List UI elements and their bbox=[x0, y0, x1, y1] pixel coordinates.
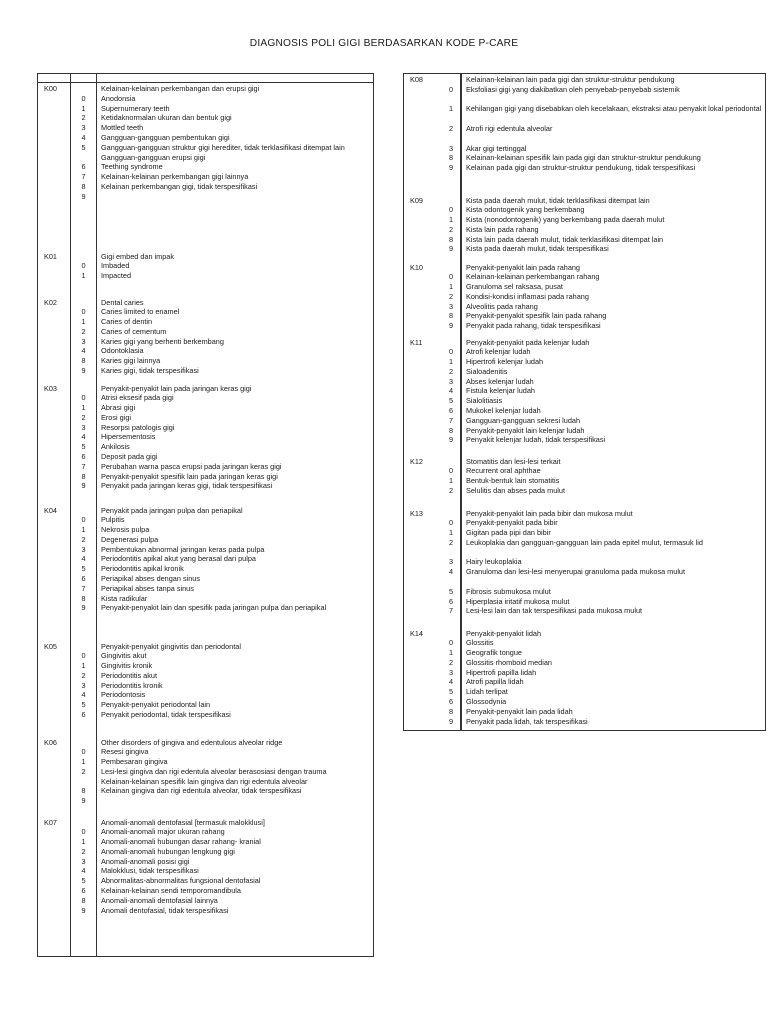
diagnosis-group-name: Penyakit-penyakit lain pada jaringan keras gigi bbox=[101, 383, 252, 393]
subcode-number: 1 bbox=[81, 661, 86, 671]
diagnosis-code: K05 bbox=[38, 641, 71, 737]
diagnosis-item: 9 Kista pada daerah mulut, tidak terspesifikasi bbox=[466, 244, 762, 254]
subcode-number: 5 bbox=[81, 442, 86, 452]
diagnosis-description: Penyakit pada rahang, tidak terspesifikasi bbox=[466, 321, 601, 331]
subcode-number: 8 bbox=[81, 181, 86, 191]
diagnosis-description: Resesi gingiva bbox=[101, 747, 149, 757]
diagnosis-description: Kelainan gingiva dan rigi edentula alveolar, tidak terspesifikasi bbox=[101, 786, 302, 796]
diagnosis-description: Kelainan-kelainan spesifik lain pada gigi dan struktur-struktur pendukung bbox=[466, 153, 701, 163]
diagnosis-description: Caries of cementum bbox=[101, 326, 167, 336]
diagnosis-description: Degenerasi pulpa bbox=[101, 534, 159, 544]
diagnosis-item: 6 Glossodynia bbox=[466, 697, 762, 707]
diagnosis-group-name: Penyakit-penyakit lain pada bibir dan mukosa mulut bbox=[466, 508, 633, 518]
diagnosis-description: Hipertrofi papilla lidah bbox=[466, 667, 537, 677]
diagnosis-description: Gangguan-gangguan sekresi ludah bbox=[466, 415, 580, 425]
diagnosis-description: Penyakit pada lidah, tak terspesifikasi bbox=[466, 716, 588, 726]
diagnosis-description: Eksfoliasi gigi yang diakibatkan oleh penyebab-penyebab sistemik bbox=[466, 84, 680, 94]
diagnosis-group-name: Stomatitis dan lesi-lesi terkait bbox=[466, 456, 561, 466]
description-column bbox=[97, 505, 374, 641]
diagnosis-item: 2 Kista lain pada rahang bbox=[466, 225, 762, 235]
subcode-number: 4 bbox=[81, 132, 86, 142]
subcode-number: 4 bbox=[81, 432, 86, 442]
diagnosis-item: 0 Penyakit-penyakit pada bibir bbox=[466, 518, 762, 528]
subcode-column bbox=[71, 817, 97, 957]
diagnosis-item: 8 Kista lain pada daerah mulut, tidak terklasifikasi ditempat lain bbox=[466, 235, 762, 245]
left-table-body bbox=[38, 74, 374, 957]
diagnosis-code: K14 bbox=[404, 628, 461, 731]
diagnosis-group-row bbox=[38, 383, 374, 505]
diagnosis-item: 9 Penyakit pada rahang, tidak terspesifikasi bbox=[466, 321, 762, 331]
subcode-number: 2 bbox=[81, 412, 86, 422]
page-title: DIAGNOSIS POLI GIGI BERDASARKAN KODE P-CARE bbox=[249, 38, 519, 49]
diagnosis-description: Hipertrofi kelenjar ludah bbox=[466, 357, 544, 367]
diagnosis-description: Penyakit-penyakit spesifik lain pada rahang bbox=[466, 311, 607, 321]
diagnosis-description: Periodontitis akut bbox=[101, 670, 157, 680]
diagnosis-description: Resorpsi patologis gigi bbox=[101, 422, 175, 432]
subcode-number: 9 bbox=[81, 603, 86, 613]
diagnosis-code: K08 bbox=[404, 74, 461, 195]
diagnosis-description: Ketidaknormalan ukuran dan bentuk gigi bbox=[101, 113, 232, 123]
subcode-number: 3 bbox=[81, 856, 86, 866]
diagnosis-description: Gingivitis kronik bbox=[101, 661, 153, 671]
diagnosis-description: Periodontitis apikal akut yang berasal dari pulpa bbox=[101, 554, 256, 564]
diagnosis-description: Deposit pada gigi bbox=[101, 452, 158, 462]
description-column bbox=[97, 297, 374, 383]
diagnosis-description: Akar gigi tertinggal bbox=[466, 143, 527, 153]
diagnosis-description: Anomali dentofasial, tidak terspesifikasi bbox=[101, 905, 229, 915]
diagnosis-description: Lesi-lesi gingiva dan rigi edentula alveolar berasosiasi dengan trauma bbox=[101, 766, 327, 776]
diagnosis-group-row bbox=[404, 262, 766, 337]
diagnosis-item: 2 Kondisi-kondisi inflamasi pada rahang bbox=[466, 292, 762, 302]
subcode-number: 3 bbox=[81, 422, 86, 432]
diagnosis-group-name: Penyakit pada jaringan pulpa dan periapikal bbox=[101, 505, 243, 515]
diagnosis-item: 9 Kelainan pada gigi dan struktur-struktur pendukung, tidak terspesifikasi bbox=[466, 163, 762, 183]
diagnosis-description: Anomali-anomali posisi gigi bbox=[101, 856, 190, 866]
subcode-number: 2 bbox=[81, 670, 86, 680]
diagnosis-group-name: Dental caries bbox=[101, 297, 144, 307]
subcode-spacer bbox=[71, 84, 96, 94]
diagnosis-description: Mukokel kelenjar ludah bbox=[466, 406, 541, 416]
description-column bbox=[449, 508, 766, 628]
diagnosis-group-row bbox=[404, 195, 766, 262]
diagnosis-group-row bbox=[404, 456, 766, 508]
subcode-column bbox=[71, 83, 97, 251]
diagnosis-description: Karies gigi yang berhenti berkembang bbox=[101, 336, 224, 346]
diagnosis-description: Kelainan pada gigi dan struktur-struktur pendukung, tidak terspesifikasi bbox=[466, 163, 696, 173]
subcode-number: 6 bbox=[81, 452, 86, 462]
diagnosis-group-name: Penyakit-penyakit pada kelenjar ludah bbox=[466, 337, 590, 347]
description-column bbox=[97, 383, 374, 505]
diagnosis-group-row bbox=[404, 74, 766, 195]
diagnosis-description: Supernumerary teeth bbox=[101, 103, 170, 113]
subcode-number: 0 bbox=[81, 93, 86, 103]
diagnosis-description: Abrasi gigi bbox=[101, 403, 136, 413]
diagnosis-description: Hairy leukoplakia bbox=[466, 557, 522, 567]
diagnosis-group-row bbox=[404, 628, 766, 731]
subcode-column bbox=[71, 383, 97, 505]
subcode-number: 1 bbox=[81, 837, 86, 847]
diagnosis-description: Fibrosis submukosa mulut bbox=[466, 586, 551, 596]
subcode-number: 0 bbox=[81, 307, 86, 317]
diagnosis-item: 0 Recurrent oral aphthae bbox=[466, 466, 762, 476]
diagnosis-description: Atrofi kelenjar ludah bbox=[466, 347, 531, 357]
diagnosis-description: Ankilosis bbox=[101, 442, 130, 452]
diagnosis-group-row bbox=[38, 817, 374, 957]
diagnosis-description: Atrofi rigi edentula alveolar bbox=[466, 123, 553, 133]
diagnosis-description: Periodontosis bbox=[101, 690, 146, 700]
diagnosis-item: 8 Kelainan-kelainan spesifik lain pada gigi dan struktur-struktur pendukung bbox=[466, 153, 762, 163]
diagnosis-item: 8 Penyakit-penyakit lain pada lidah bbox=[466, 707, 762, 717]
diagnosis-group-name: Kelainan-kelainan perkembangan dan erupsi gigi bbox=[101, 84, 260, 93]
diagnosis-group-row bbox=[404, 508, 766, 628]
diagnosis-description: Kista pada daerah mulut, tidak terspesifikasi bbox=[466, 244, 609, 254]
diagnosis-group-name: Kista pada daerah mulut, tidak terklasifikasi ditempat lain bbox=[466, 195, 650, 205]
left-diagnosis-table bbox=[37, 73, 374, 957]
description-column bbox=[97, 641, 374, 737]
diagnosis-item: 4 Granuloma dan lesi-lesi menyerupai granuloma pada mukosa mulut bbox=[466, 567, 762, 587]
subcode-spacer bbox=[71, 506, 96, 516]
diagnosis-item: 2 Selulitis dan abses pada mulut bbox=[466, 486, 762, 496]
subcode-number: 9 bbox=[81, 366, 86, 376]
diagnosis-description: Sialoadenitis bbox=[466, 366, 508, 376]
diagnosis-code: K04 bbox=[38, 505, 71, 641]
diagnosis-item: 5 Sialolitiasis bbox=[466, 396, 762, 406]
diagnosis-description: Gangguan-gangguan pembentukan gigi bbox=[101, 132, 230, 142]
subcode-spacer bbox=[71, 252, 96, 262]
diagnosis-description: Teething syndrome bbox=[101, 162, 163, 172]
diagnosis-description: Pembesaran gingiva bbox=[101, 757, 168, 767]
description-column bbox=[97, 817, 374, 957]
diagnosis-description: Glossitis rhomboid median bbox=[466, 657, 552, 667]
subcode-number: 2 bbox=[81, 766, 86, 776]
subcode-number: 3 bbox=[81, 123, 86, 133]
diagnosis-description: Penyakit pada jaringan keras gigi, tidak terspesifikasi bbox=[101, 481, 273, 491]
subcode-number: 4 bbox=[81, 346, 86, 356]
subcode-number: 1 bbox=[81, 757, 86, 767]
diagnosis-group-row bbox=[38, 505, 374, 641]
description-column bbox=[449, 195, 766, 262]
diagnosis-item: 3 Hipertrofi papilla lidah bbox=[466, 668, 762, 678]
diagnosis-code: K03 bbox=[38, 383, 71, 505]
diagnosis-description: Mottled teeth bbox=[101, 123, 144, 133]
diagnosis-description: Periodontitis kronik bbox=[101, 680, 163, 690]
diagnosis-description: Hipersementosis bbox=[101, 432, 156, 442]
diagnosis-description: Atrofi papilla lidah bbox=[466, 677, 524, 687]
subcode-number: 1 bbox=[81, 317, 86, 327]
diagnosis-description: Selulitis dan abses pada mulut bbox=[466, 485, 565, 495]
diagnosis-item: 5 Fibrosis submukosa mulut bbox=[466, 587, 762, 597]
subcode-spacer bbox=[71, 818, 96, 828]
subcode-number: 0 bbox=[81, 651, 86, 661]
subcode-spacer bbox=[71, 298, 96, 308]
diagnosis-description: Kista odontogenik yang berkembang bbox=[466, 205, 585, 215]
diagnosis-code: K11 bbox=[404, 337, 461, 456]
diagnosis-description: Caries limited to enamel bbox=[101, 307, 180, 317]
subcode-number: 9 bbox=[81, 905, 86, 915]
diagnosis-description: Penyakit-penyakit spesifik lain pada jaringan keras gigi bbox=[101, 471, 278, 481]
subcode-number: 2 bbox=[81, 113, 86, 123]
subcode-number: 7 bbox=[81, 583, 86, 593]
diagnosis-code: K01 bbox=[38, 251, 71, 297]
subcode-number: 4 bbox=[81, 690, 86, 700]
diagnosis-item: 2 Glossitis rhomboid median bbox=[466, 658, 762, 668]
diagnosis-description: Abses kelenjar ludah bbox=[466, 376, 534, 386]
diagnosis-description: Penyakit-penyakit periodontal lain bbox=[101, 700, 211, 710]
diagnosis-item: 3 Hairy leukoplakia bbox=[466, 557, 762, 567]
diagnosis-item: 4 Atrofi papilla lidah bbox=[466, 677, 762, 687]
diagnosis-item: 7 Gangguan-gangguan sekresi ludah bbox=[466, 416, 762, 426]
description-column bbox=[449, 262, 766, 337]
subcode-number: 6 bbox=[81, 886, 86, 896]
subcode-number: 3 bbox=[81, 544, 86, 554]
description-column bbox=[449, 456, 766, 508]
diagnosis-description: Kondisi-kondisi inflamasi pada rahang bbox=[466, 291, 589, 301]
subcode-column bbox=[71, 297, 97, 383]
diagnosis-description: Granuloma dan lesi-lesi menyerupai granuloma pada mukosa mulut bbox=[466, 567, 686, 577]
diagnosis-item: 0 Kista odontogenik yang berkembang bbox=[466, 205, 762, 215]
subcode-number: 6 bbox=[81, 162, 86, 172]
subcode-number: 8 bbox=[81, 786, 86, 796]
diagnosis-description: Caries of dentin bbox=[101, 317, 153, 327]
diagnosis-group-name: Penyakit-penyakit gingivitis dan periodontal bbox=[101, 641, 241, 651]
diagnosis-description: Bentuk-bentuk lain stomatitis bbox=[466, 476, 560, 486]
diagnosis-description: Anomali-anomali hubungan lengkung gigi bbox=[101, 846, 235, 856]
diagnosis-item: 1 Bentuk-bentuk lain stomatitis bbox=[466, 476, 762, 486]
diagnosis-item: 3 Abses kelenjar ludah bbox=[466, 377, 762, 387]
diagnosis-group-name: Gigi embed dan impak bbox=[101, 251, 175, 261]
subcode-spacer bbox=[71, 738, 96, 748]
diagnosis-description: Atrisi eksesif pada gigi bbox=[101, 393, 174, 403]
subcode-spacer bbox=[71, 384, 96, 394]
diagnosis-description: Odontoklasia bbox=[101, 346, 144, 356]
diagnosis-description: Kelainan perkembangan gigi, tidak terspesifikasi bbox=[101, 181, 258, 191]
subcode-number: 8 bbox=[81, 895, 86, 905]
diagnosis-description: Nekrosis pulpa bbox=[101, 525, 150, 535]
diagnosis-code: K12 bbox=[404, 456, 461, 508]
diagnosis-item: 1 Kista (nonodontogenik) yang berkembang pada daerah mulut bbox=[466, 215, 762, 225]
description-column bbox=[449, 628, 766, 731]
diagnosis-description: Gangguan-gangguan struktur gigi herediter, tidak terklasifikasi ditempat lain bbox=[101, 142, 345, 152]
diagnosis-description: Erosi gigi bbox=[101, 412, 132, 422]
subcode-number: 8 bbox=[81, 593, 86, 603]
subcode-spacer bbox=[71, 642, 96, 652]
subcode-number: 0 bbox=[81, 515, 86, 525]
diagnosis-item: 8 Penyakit-penyakit spesifik lain pada rahang bbox=[466, 311, 762, 321]
subcode-column bbox=[71, 737, 97, 817]
diagnosis-description: Penyakit-penyakit lain dan spesifik pada jaringan pulpa dan periapikal bbox=[101, 603, 327, 613]
diagnosis-description: Kehilangan gigi yang disebabkan oleh kecelakaan, ekstraksi atau penyakit lokal periodontal bbox=[466, 104, 762, 114]
diagnosis-code: K00 bbox=[38, 83, 71, 251]
subcode-number: 1 bbox=[81, 403, 86, 413]
subcode-column bbox=[71, 251, 97, 297]
diagnosis-code: K10 bbox=[404, 262, 461, 337]
diagnosis-description: Fistula kelenjar ludah bbox=[466, 386, 535, 396]
diagnosis-group-name: Penyakit-penyakit lain pada rahang bbox=[466, 262, 580, 272]
diagnosis-description: Kista lain pada rahang bbox=[466, 224, 539, 234]
subcode-number: 5 bbox=[81, 700, 86, 710]
diagnosis-item: 0 Glossitis bbox=[466, 638, 762, 648]
diagnosis-description: Kelainan-kelainan sendi temporomandibula bbox=[101, 886, 241, 896]
diagnosis-description: Gingivitis akut bbox=[101, 651, 147, 661]
diagnosis-item: 1 Granuloma sel raksasa, pusat bbox=[466, 282, 762, 292]
subcode-number: 2 bbox=[81, 534, 86, 544]
subcode-number: 7 bbox=[81, 461, 86, 471]
diagnosis-group-name: Other disorders of gingiva and edentulous alveolar ridge bbox=[101, 737, 283, 747]
diagnosis-description: Kista (nonodontogenik) yang berkembang pada daerah mulut bbox=[466, 215, 665, 225]
diagnosis-description: Karies gigi lainnya bbox=[101, 356, 161, 366]
diagnosis-code: K02 bbox=[38, 297, 71, 383]
diagnosis-description: Lidah terlipat bbox=[466, 687, 508, 697]
diagnosis-description: Penyakit kelenjar ludah, tidak terspesifikasi bbox=[466, 435, 606, 445]
subcode-number: 1 bbox=[81, 103, 86, 113]
diagnosis-item: 2 Atrofi rigi edentula alveolar bbox=[466, 124, 762, 144]
table-header-cell bbox=[38, 74, 71, 83]
diagnosis-group-row bbox=[38, 737, 374, 817]
diagnosis-description: Perubahan warna pasca erupsi pada jaringan keras gigi bbox=[101, 461, 282, 471]
subcode-number: 6 bbox=[81, 710, 86, 720]
diagnosis-item: 6 Hiperplasia iritatif mukosa mulut bbox=[466, 597, 762, 607]
diagnosis-description: Pulpitis bbox=[101, 515, 125, 525]
diagnosis-description: Penyakit-penyakit lain pada lidah bbox=[466, 706, 573, 716]
diagnosis-description: Karies gigi, tidak terspesifikasi bbox=[101, 366, 199, 376]
subcode-number: 7 bbox=[81, 172, 86, 182]
diagnosis-item: 8 Penyakit-penyakit lain kelenjar ludah bbox=[466, 426, 762, 436]
subcode-number: 0 bbox=[81, 393, 86, 403]
subcode-number: 4 bbox=[81, 554, 86, 564]
diagnosis-description: Kista radikular bbox=[101, 593, 148, 603]
diagnosis-description: Sialolitiasis bbox=[466, 396, 503, 406]
right-diagnosis-table bbox=[403, 73, 766, 731]
diagnosis-description: Penyakit-penyakit lain kelenjar ludah bbox=[466, 425, 585, 435]
diagnosis-group-row bbox=[38, 83, 374, 251]
diagnosis-item: 3 Akar gigi tertinggal bbox=[466, 144, 762, 154]
diagnosis-description: Kelainan-kelainan spesifik lain gingiva dan rigi edentula alveolar bbox=[101, 776, 308, 786]
diagnosis-code: K06 bbox=[38, 737, 71, 817]
diagnosis-item: 4 Fistula kelenjar ludah bbox=[466, 386, 762, 396]
diagnosis-description: Malokklusi, tidak terspesifikasi bbox=[101, 866, 199, 876]
diagnosis-item: 7 Lesi-lesi lain dan tak terspesifikasi pada mukosa mulut bbox=[466, 606, 762, 616]
diagnosis-description: Geografik tongue bbox=[466, 648, 522, 658]
diagnosis-item: 1 Hipertrofi kelenjar ludah bbox=[466, 357, 762, 367]
diagnosis-item: 9 Penyakit kelenjar ludah, tidak terspesifikasi bbox=[466, 435, 762, 445]
diagnosis-item: 1 Gigitan pada pipi dan bibir bbox=[466, 528, 762, 538]
diagnosis-description: Granuloma sel raksasa, pusat bbox=[466, 282, 563, 292]
diagnosis-description: Kelainan-kelainan perkembangan gigi lainnya bbox=[101, 172, 249, 182]
subcode-number: 2 bbox=[81, 326, 86, 336]
subcode-number: 3 bbox=[81, 336, 86, 346]
diagnosis-description: Penyakit-penyakit pada bibir bbox=[466, 518, 558, 528]
subcode-number: 0 bbox=[81, 747, 86, 757]
diagnosis-description: Kelainan-kelainan perkembangan rahang bbox=[466, 272, 600, 282]
subcode-number: 5 bbox=[81, 876, 86, 886]
diagnosis-description: Anomali-anomali dentofasial lainnya bbox=[101, 895, 218, 905]
subcode-number: 5 bbox=[81, 142, 86, 152]
diagnosis-item: 0 Kelainan-kelainan perkembangan rahang bbox=[466, 272, 762, 282]
subcode-number: 2 bbox=[81, 846, 86, 856]
diagnosis-description: Kista lain pada daerah mulut, tidak terklasifikasi ditempat lain bbox=[466, 234, 664, 244]
diagnosis-description: Leukoplakia dan gangguan-gangguan lain pada epitel mulut, termasuk lid bbox=[466, 537, 703, 547]
diagnosis-description: Hiperplasia iritatif mukosa mulut bbox=[466, 596, 570, 606]
description-column bbox=[449, 337, 766, 456]
table-header-row bbox=[38, 74, 374, 83]
diagnosis-description: Lesi-lesi lain dan tak terspesifikasi pada mukosa mulut bbox=[466, 606, 643, 616]
subcode-number: 3 bbox=[81, 680, 86, 690]
description-column bbox=[97, 83, 374, 251]
diagnosis-code: K09 bbox=[404, 195, 461, 262]
diagnosis-description: Gigitan pada pipi dan bibir bbox=[466, 528, 551, 538]
diagnosis-description: Pembentukan abnormal jaringan keras pada pulpa bbox=[101, 544, 265, 554]
subcode-number: 4 bbox=[81, 866, 86, 876]
diagnosis-item: 6 Mukokel kelenjar ludah bbox=[466, 406, 762, 416]
diagnosis-item: 3 Alveolitis pada rahang bbox=[466, 302, 762, 312]
subcode-number: 1 bbox=[81, 271, 86, 281]
diagnosis-group-name: Kelainan-kelainan lain pada gigi dan struktur-struktur pendukung bbox=[466, 75, 675, 84]
diagnosis-description: Periapikal abses tanpa sinus bbox=[101, 583, 194, 593]
subcode-number: 0 bbox=[81, 827, 86, 837]
diagnosis-description: Alveolitis pada rahang bbox=[466, 301, 538, 311]
subcode-column bbox=[71, 641, 97, 737]
diagnosis-group-row bbox=[38, 297, 374, 383]
diagnosis-description: Anodonsia bbox=[101, 93, 136, 103]
diagnosis-description: Penyakit periodontal, tidak terspesifikasi bbox=[101, 710, 231, 720]
table-header-cell bbox=[97, 74, 374, 83]
subcode-number: 9 bbox=[81, 796, 86, 806]
diagnosis-description: Anomali-anomali major ukuran rahang bbox=[101, 827, 225, 837]
diagnosis-group-row bbox=[404, 337, 766, 456]
diagnosis-description: Abnormalitas-abnormalitas fungsional dentofasial bbox=[101, 876, 261, 886]
table-header-cell bbox=[71, 74, 97, 83]
diagnosis-item: 9 Penyakit pada lidah, tak terspesifikasi bbox=[466, 717, 762, 727]
subcode-number: 1 bbox=[81, 525, 86, 535]
description-column bbox=[449, 74, 766, 195]
diagnosis-item: 2 Leukoplakia dan gangguan-gangguan lain pada epitel mulut, termasuk lid bbox=[466, 538, 762, 558]
diagnosis-description: Glossitis bbox=[466, 638, 494, 648]
subcode-column bbox=[71, 505, 97, 641]
subcode-number: 8 bbox=[81, 356, 86, 366]
diagnosis-group-row bbox=[38, 251, 374, 297]
subcode-number: 9 bbox=[81, 481, 86, 491]
diagnosis-item: 0 Atrofi kelenjar ludah bbox=[466, 347, 762, 357]
diagnosis-description: Imbaded bbox=[101, 261, 130, 271]
diagnosis-code: K13 bbox=[404, 508, 461, 628]
subcode-number: 5 bbox=[81, 564, 86, 574]
diagnosis-description: Impacted bbox=[101, 271, 132, 281]
diagnosis-description: Anomali-anomali hubungan dasar rahang- kranial bbox=[101, 837, 261, 847]
diagnosis-description: Periodontitis apikal kronik bbox=[101, 564, 184, 574]
diagnosis-item: 2 Sialoadenitis bbox=[466, 367, 762, 377]
subcode-number: 6 bbox=[81, 574, 86, 584]
diagnosis-group-row bbox=[38, 641, 374, 737]
right-table-body bbox=[404, 74, 766, 731]
diagnosis-item: 1 Kehilangan gigi yang disebabkan oleh kecelakaan, ekstraksi atau penyakit lokal periodontal bbox=[466, 104, 762, 124]
diagnosis-description: Recurrent oral aphthae bbox=[466, 466, 541, 476]
subcode-number: 8 bbox=[81, 471, 86, 481]
diagnosis-group-name: Anomali-anomali dentofasial [termasuk malokklusi] bbox=[101, 817, 265, 827]
description-column bbox=[97, 737, 374, 817]
description-column bbox=[97, 251, 374, 297]
subcode-number: 9 bbox=[81, 191, 86, 201]
subcode-number: 0 bbox=[81, 261, 86, 271]
diagnosis-description: Glossodynia bbox=[466, 697, 507, 707]
diagnosis-description: Periapikal abses dengan sinus bbox=[101, 574, 200, 584]
diagnosis-group-name: Penyakit-penyakit lidah bbox=[466, 628, 542, 638]
diagnosis-description: Gangguan-gangguan erupsi gigi bbox=[101, 152, 206, 162]
diagnosis-item: 0 Eksfoliasi gigi yang diakibatkan oleh penyebab-penyebab sistemik bbox=[466, 85, 762, 105]
diagnosis-code: K07 bbox=[38, 817, 71, 957]
diagnosis-item: 5 Lidah terlipat bbox=[466, 687, 762, 697]
diagnosis-item: 1 Geografik tongue bbox=[466, 648, 762, 658]
